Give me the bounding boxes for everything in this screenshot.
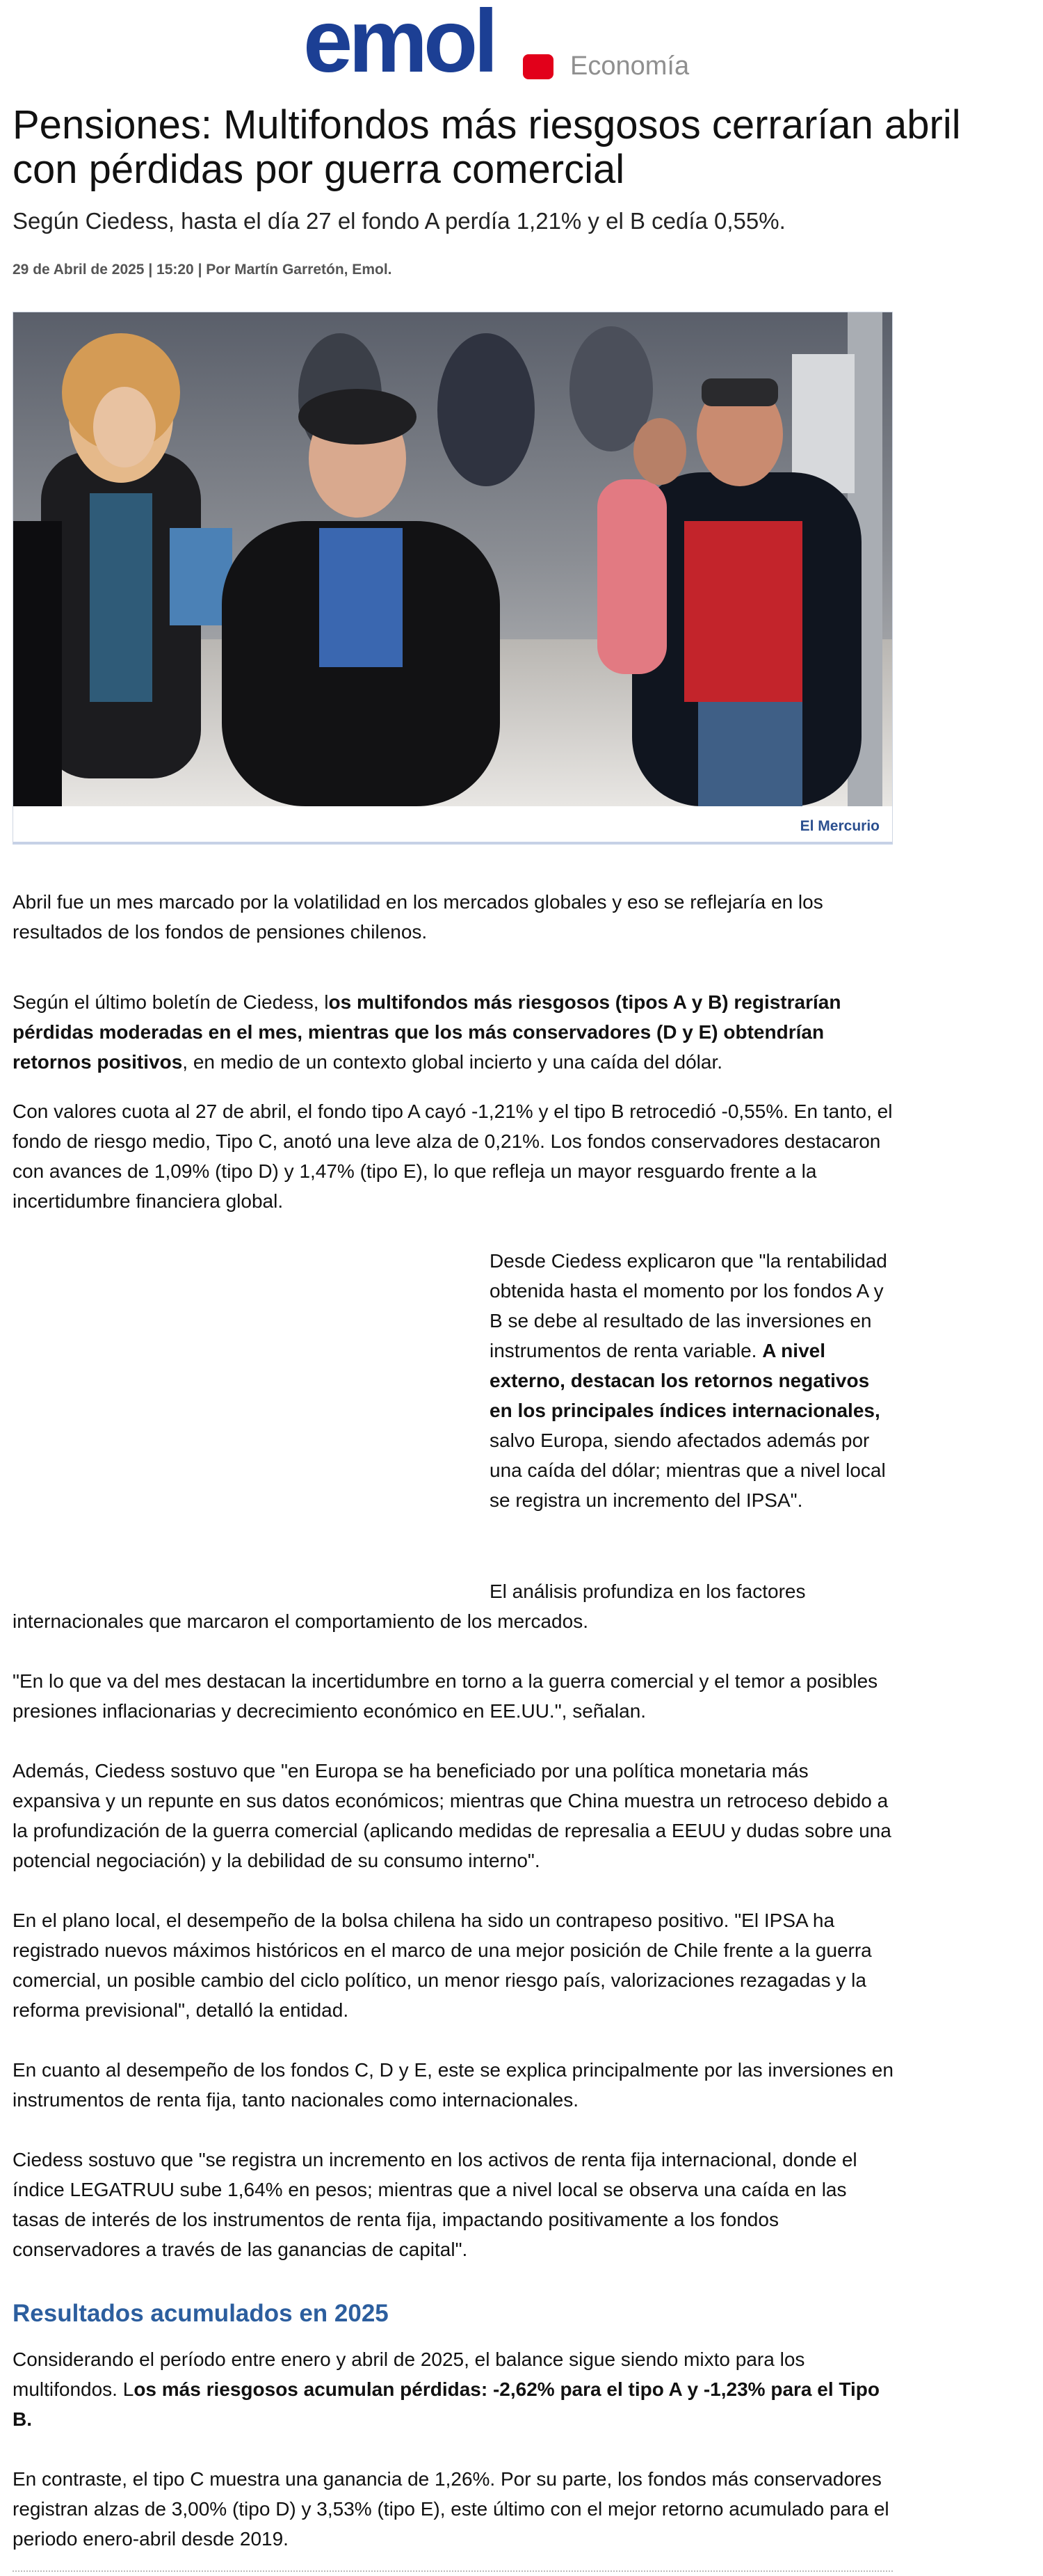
photo-credit: El Mercurio (800, 818, 880, 834)
paragraph-2-lead: Según el último boletín de Ciedess, l (13, 991, 329, 1013)
section-heading-results: Resultados acumulados en 2025 (13, 2300, 389, 2327)
paragraph-1: Abril fue un mes marcado por la volatilidad en los mercados globales y eso se reflejaría en los resultados de los fondos de pensiones chilenos. (13, 891, 823, 943)
paragraph-11: En contraste, el tipo C muestra una ganancia de 1,26%. Por su parte, los fondos más conservadores registran alzas de 3,00% (tipo D) y 3,53% (tipo E), este último con el mejor retorno acumulado para el periodo enero-abril desde 2019. (13, 2468, 889, 2550)
aside-quote-tail: salvo Europa, siendo afectados además por una caída del dólar; mientras que a nivel local se registra un incremento del IPSA". (490, 1430, 886, 1511)
paragraph-8: En cuanto al desempeño de los fondos C, D y E, este se explica principalmente por las inversiones en instrumentos de renta fija, tanto nacionales como internacionales. (13, 2059, 894, 2111)
paragraph-2 (13, 987, 894, 1077)
article-photo-frame (13, 312, 893, 845)
paragraph-10 (13, 2344, 894, 2434)
article-title: Pensiones: Multifondos más riesgosos cerrarían abril con pérdidas por guerra comercial (13, 102, 961, 192)
aside-quote (490, 1246, 893, 1515)
emol-logo[interactable]: emol (303, 0, 494, 91)
paragraph-9: Ciedess sostuvo que "se registra un incremento en los activos de renta fija internacional, donde el índice LEGATRUU sube 1,64% en pesos; mientras que a nivel local se observa una caída en las tasas de interés de los instrumentos de renta fija, impactando positivamente a los fondos conservadores a través de las ganancias de capital". (13, 2149, 857, 2260)
paragraph-6: Además, Ciedess sostuvo que "en Europa se ha beneficiado por una política monetaria más expansiva y un repunte en sus datos económicos; mientras que China muestra un retroceso debido a la profundización de la guerra comercial (aplicando medidas de represalia a EEUU y dudas sobre una potencial negociación) y la debilidad de su consumo interno". (13, 1760, 891, 1871)
paragraph-4-start: El análisis profundiza en los factores (490, 1581, 806, 1602)
bottom-divider (13, 2570, 893, 2572)
aside-quote-lead: Desde Ciedess explicaron que "la rentabilidad obtenida hasta el momento por los fondos A y B se debe al resultado de las inversiones en instrumentos de renta variable. (490, 1250, 887, 1361)
article-photo (13, 312, 892, 806)
aside-quote-bold: A nivel externo, destacan los retornos negativos en los principales índices internacionales, (490, 1340, 880, 1421)
paragraph-3: Con valores cuota al 27 de abril, el fondo tipo A cayó -1,21% y el tipo B retrocedió -0,55%. En tanto, el fondo de riesgo medio, Tipo C, anotó una leve alza de 0,21%. Los fondos conservadores destacaron con avances de 1,09% (tipo D) y 1,47% (tipo E), lo que refleja un mayor resguardo frente a la incertidumbre financiera global. (13, 1101, 893, 1212)
paragraph-10-bold: os más riesgosos acumulan pérdidas: -2,62% para el tipo A y -1,23% para el Tipo B. (13, 2378, 880, 2430)
paragraph-7: En el plano local, el desempeño de la bolsa chilena ha sido un contrapeso positivo. "El IPSA ha registrado nuevos máximos históricos en el marco de una mejor posición de Chile frente a la guerra comercial, un posible cambio del ciclo político, un menor riesgo país, valorizaciones rezagadas y la reforma previsional", detalló la entidad. (13, 1910, 872, 2021)
paragraph-10-lead: Considerando el período entre enero y abril de 2025, el balance sigue siendo mixto para los multifondos. L (13, 2349, 805, 2400)
section-label[interactable]: Economía (570, 51, 690, 81)
logo-red-dot-icon (523, 54, 553, 79)
paragraph-2-bold: os multifondos más riesgosos (tipos A y B) registrarían pérdidas moderadas en el mes, mientras que los más conservadores (D y E) obtendrían retornos positivos (13, 991, 841, 1073)
article-subtitle: Según Ciedess, hasta el día 27 el fondo A perdía 1,21% y el B cedía 0,55%. (13, 208, 786, 234)
article-byline: 29 de Abril de 2025 | 15:20 | Por Martín Garretón, Emol. (13, 262, 392, 278)
paragraph-4-end: internacionales que marcaron el comportamiento de los mercados. (13, 1610, 588, 1632)
site-header (303, 0, 720, 91)
paragraph-2-tail: , en medio de un contexto global incierto y una caída del dólar. (182, 1051, 723, 1073)
paragraph-5: "En lo que va del mes destacan la incertidumbre en torno a la guerra comercial y el temor a posibles presiones inflacionarias y decrecimiento económico en EE.UU.", señalan. (13, 1670, 878, 1722)
